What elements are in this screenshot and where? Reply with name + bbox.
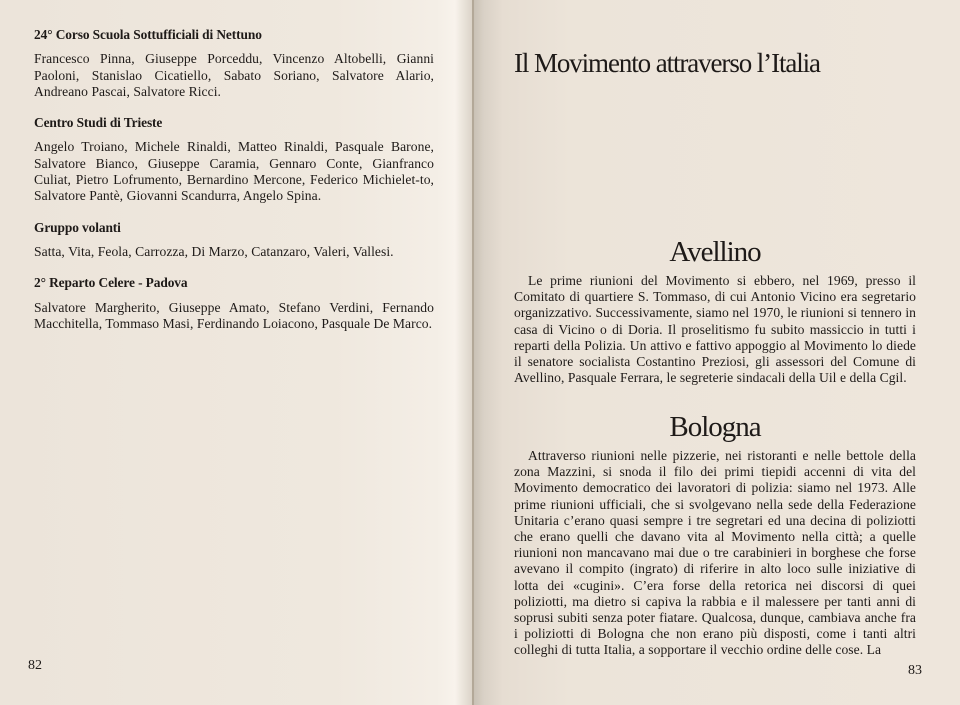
- section-heading: Gruppo volanti: [34, 219, 121, 235]
- section-padova: [34, 275, 434, 332]
- chapter-title: Il Movimento attraverso l’Italia: [514, 48, 820, 79]
- section-heading: 2° Reparto Celere - Padova: [34, 275, 188, 291]
- paragraph-bologna: Attraverso riunioni nelle pizzerie, nei ristoranti e nelle bettole della zona Mazzini, si snoda il filo dei primi tiepidi accenni di vita del Movimento democratico dei lavoratori di polizia: siamo nel 1973. Alle prime riunioni ufficiali, che si svolgevano nella sede della Federazione Unitaria c’erano quasi sempre i tre segretari ed una decina di poliziotti che erano quelli che davano vita al Movimento nella città; a quelle riunioni non mancavano mai due o tre carabinieri in borghese che forse avevano il compito (ingrato) di riferire in alto loco sulle iniziative di lotta dei «cugini». C’era forse della retorica nei discorsi di quei poliziotti, ma dietro si capiva la rabbia e il malessere per tanti anni di soprusi subiti senza poter fiatare. Qualcosa, dunque, cambiava anche fra i poliziotti di Bologna che non erano più disposti, come i tanti altri colleghi di tutta Italia, a sopportare il vecchio ordine delle cose. La: [514, 448, 916, 658]
- page-number-right: 83: [908, 663, 922, 678]
- left-page: [0, 0, 474, 705]
- section-trieste: [34, 115, 434, 204]
- left-page-content: [34, 27, 434, 347]
- section-gruppo-volanti: [34, 220, 434, 261]
- paragraph-avellino: Le prime riunioni del Movimento si ebbero, nel 1969, presso il Comitato di quartiere S. Tommaso, di cui Antonio Vicino era segretario organizzativo. Successivamente, siamo nel 1970, le riunioni si tennero in casa di Vicino o di Doria. Il proselitismo fu subito massiccio in tutti i reparti della Polizia. Un attivo e fattivo appoggio al Movimento lo diede il senatore socialista Costantino Preziosi, gli assessori del Comune di Avellino, Pasquale Ferrara, le segreterie sindacali della Uil e della Cgil.: [514, 273, 916, 386]
- section-body: Salvatore Margherito, Giuseppe Amato, Stefano Verdini, Fernando Macchitella, Tommaso Masi, Ferdinando Loiacono, Pasquale De Marco.: [34, 299, 434, 331]
- section-nettuno: [34, 27, 434, 100]
- city-heading-bologna: Bologna: [669, 411, 761, 443]
- section-heading: 24° Corso Scuola Sottufficiali di Nettuno: [34, 27, 262, 42]
- section-body: Angelo Troiano, Michele Rinaldi, Matteo Rinaldi, Pasquale Barone, Salvatore Bianco, Giuseppe Caramia, Gennaro Conte, Gianfranco Culiat, Pietro Lofrumento, Bernardino Mercone, Federico Michielet-to, Salvatore Pantè, Giovanni Scandurra, Angelo Spina.: [34, 139, 434, 204]
- section-body: Satta, Vita, Feola, Carrozza, Di Marzo, Catanzaro, Valeri, Vallesi.: [34, 243, 394, 259]
- right-page: [474, 0, 960, 705]
- page-number-left: 82: [28, 658, 42, 673]
- city-heading-avellino: Avellino: [669, 236, 761, 268]
- section-heading: Centro Studi di Trieste: [34, 115, 163, 131]
- section-body: Francesco Pinna, Giuseppe Porceddu, Vincenzo Altobelli, Gianni Paoloni, Stanislao Cicatiello, Sabato Soriano, Salvatore Alario, Andreano Pascai, Salvatore Ricci.: [34, 51, 434, 99]
